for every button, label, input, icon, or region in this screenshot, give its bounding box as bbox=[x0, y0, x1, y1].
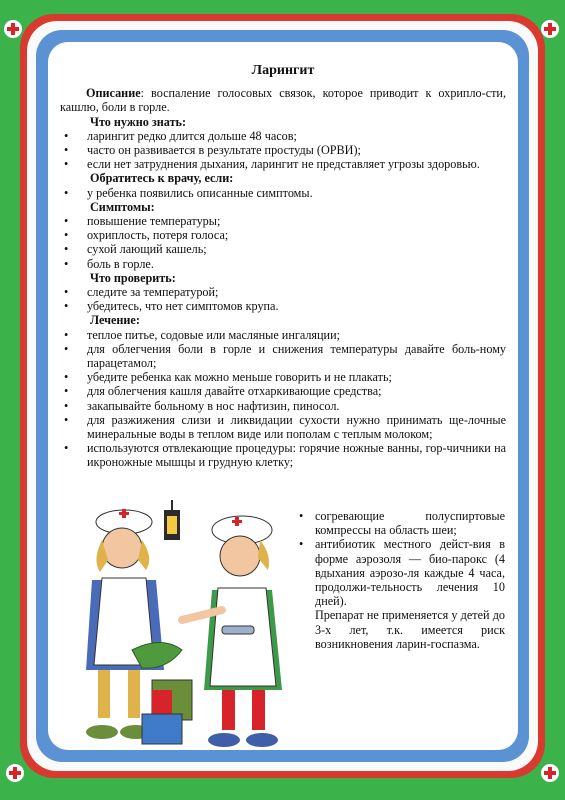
red-cross-icon bbox=[4, 20, 22, 38]
description-text: : воспаление голосовых связок, которое приводит к охрипло-сти, кашлю, боли в горле. bbox=[60, 86, 506, 115]
list-item: • антибиотик местного дейст-вия в форме аэрозоля — био-парокс (4 вдыхания аэрозо-ля каждые 4 часа, продолжи-тельность лечения 10 дней). bbox=[299, 537, 505, 608]
list-item: • следите за температурой; bbox=[60, 285, 506, 299]
list-treatment-extra bbox=[299, 509, 505, 608]
treatment-extra bbox=[299, 509, 505, 651]
section-heading-check: Что проверить: bbox=[90, 270, 176, 285]
list-item: • для облегчения кашля давайте отхаркивающие средства; bbox=[60, 384, 506, 398]
list-check bbox=[60, 285, 506, 313]
list-item: • если нет затруднения дыхания, ларингит не представляет угрозы здоровью. bbox=[60, 157, 506, 171]
list-item: • охриплость, потеря голоса; bbox=[60, 228, 506, 242]
list-symptoms bbox=[60, 214, 506, 271]
children-illustration bbox=[72, 500, 308, 750]
list-item: • используются отвлекающие процедуры: горячие ножные ванны, гор-чичники на икроножные мышцы и грудную клетку; bbox=[60, 441, 506, 469]
list-treatment bbox=[60, 328, 506, 470]
page-title: Ларингит bbox=[251, 63, 315, 78]
list-know bbox=[60, 129, 506, 172]
article bbox=[60, 64, 506, 470]
list-item: • теплое питье, содовые или масляные ингаляции; bbox=[60, 328, 506, 342]
red-cross-icon bbox=[6, 764, 24, 782]
list-item: • для разжижения слизи и ликвидации сухости нужно принимать ще-лочные минеральные воды в теплом виде или пополам с теплым молоком; bbox=[60, 413, 506, 441]
list-item: • повышение температуры; bbox=[60, 214, 506, 228]
section-heading-treatment: Лечение: bbox=[90, 313, 140, 328]
list-item: • согревающие полуспиртовые компрессы на область шеи; bbox=[299, 509, 505, 537]
section-heading-symptoms: Симптомы: bbox=[90, 199, 155, 214]
list-item: • для облегчения боли в горле и снижения температуры давайте боль-ному парацетамол; bbox=[60, 342, 506, 370]
description bbox=[60, 86, 506, 114]
red-cross-icon bbox=[541, 20, 559, 38]
list-item: • убедитесь, что нет симптомов крупа. bbox=[60, 299, 506, 313]
treatment-note: Препарат не применяется у детей до 3-х лет, т.к. имеется риск возникновения ларин-госпазма. bbox=[315, 608, 505, 651]
list-item: • боль в горле. bbox=[60, 257, 506, 271]
description-label: Описание bbox=[86, 86, 141, 101]
list-item: • часто он развивается в результате простуды (ОРВИ); bbox=[60, 143, 506, 157]
right-child-figure bbox=[182, 516, 282, 747]
section-heading-doctor: Обратитесь к врачу, если: bbox=[90, 171, 234, 186]
red-cross-icon bbox=[541, 764, 559, 782]
list-item: • закапывайте больному в нос нафтизин, пиносол. bbox=[60, 399, 506, 413]
list-item: • сухой лающий кашель; bbox=[60, 242, 506, 256]
section-heading-know: Что нужно знать: bbox=[90, 114, 187, 129]
list-item: • убедите ребенка как можно меньше говорить и не плакать; bbox=[60, 370, 506, 384]
list-item: • у ребенка появились описанные симптомы. bbox=[60, 186, 506, 200]
list-item: • ларингит редко длится дольше 48 часов; bbox=[60, 129, 506, 143]
list-doctor bbox=[60, 186, 506, 200]
